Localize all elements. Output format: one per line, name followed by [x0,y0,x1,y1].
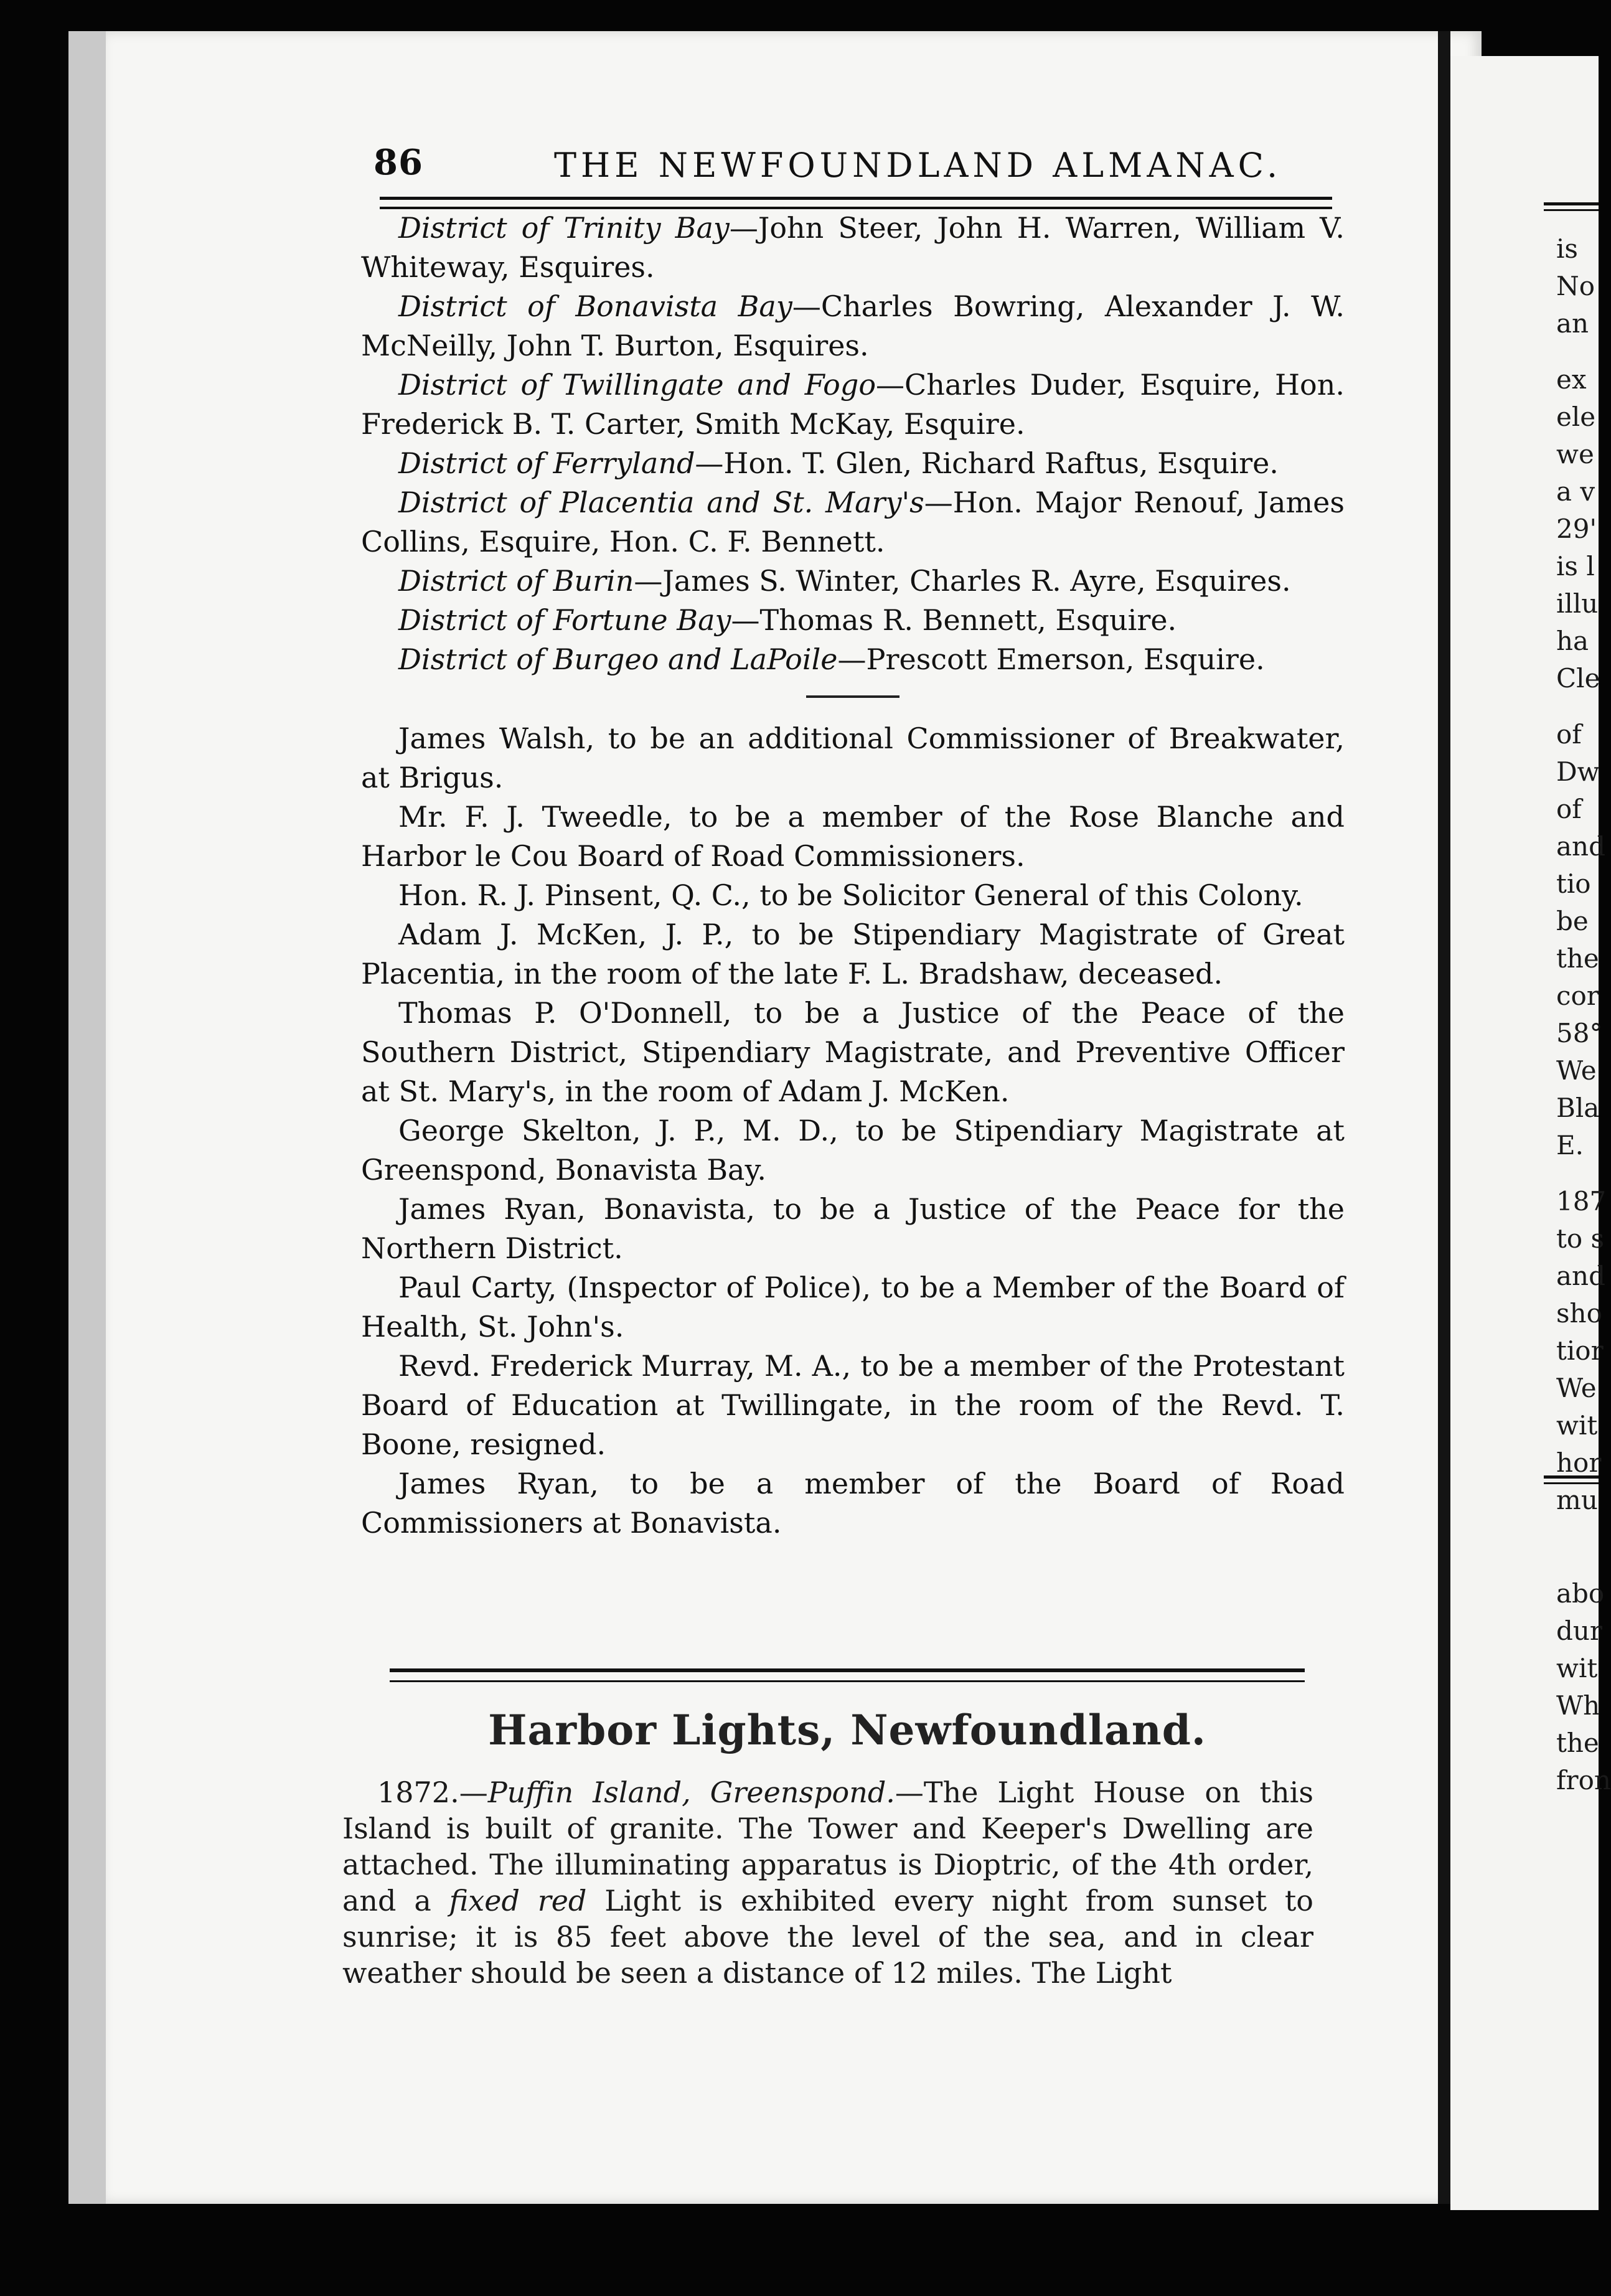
fragment-line: dur [1556,1616,1603,1646]
appointment-paragraph: Mr. F. J. Tweedle, to be a member of the Rose Blanche and Harbor le Cou Board of Road Commissioners. [361,800,1345,873]
fragment-gap [1556,1556,1599,1575]
appointment-paragraph: Hon. R. J. Pinsent, Q. C., to be Solicitor General of this Colony. [398,878,1303,912]
appointment-paragraph: James Walsh, to be an additional Commissioner of Breakwater, at Brigus. [361,722,1345,794]
fragment-line: fron [1556,1765,1611,1795]
fragment-line: is [1556,233,1578,264]
fragment-line: E. [1556,1130,1584,1160]
fragment-gap [1556,697,1599,716]
entry-place: Puffin Island, Greenspond. [487,1776,895,1809]
fragment-line: We [1556,1373,1597,1403]
fragment-line: wit [1556,1653,1598,1683]
fragment-line: of [1556,719,1582,750]
fragment-line: sho [1556,1298,1602,1329]
appointment-paragraph: Paul Carty, (Inspector of Police), to be a Member of the Board of Health, St. John's. [361,1271,1345,1343]
fragment-line: hor [1556,1447,1602,1478]
right-page-header-rule [1544,202,1599,211]
fragment-gap [1556,342,1599,361]
appointment-paragraph: Adam J. McKen, J. P., to be Stipendiary Magistrate of Great Placentia, in the room of the late F. L. Bradshaw, deceased. [361,918,1345,990]
fragment-line: to s [1556,1223,1605,1254]
fragment-line: an [1556,308,1589,339]
fragment-line: 187 [1556,1186,1607,1216]
fragment-line: abo [1556,1578,1605,1609]
appointment-paragraph: James Ryan, to be a member of the Board of Road Commissioners at Bonavista. [361,1467,1345,1540]
fragment-line: and [1556,831,1605,862]
fragment-line: the [1556,1728,1599,1758]
light-entry: 1872.—Puffin Island, Greenspond.—The Light House on this Island is built of granite. The Tower and Keeper's Dwelling are attached. The illuminating apparatus is Dioptric, of the 4th order, and a fixed red Light is exhibited every night from sunset to sunrise; it is 85 feet above the level of the sea, and in clear weather should be seen a distance of 12 miles. The Light [342,1776,1313,1990]
district-name: District of Burgeo and LaPoile [398,642,838,676]
right-page-text-fragments [1556,230,1611,1799]
district-members: Charles Bowring, Alexander J. W. McNeilly, John T. Burton, Esquires. [361,289,1345,362]
district-entry: District of Burin—James S. Winter, Charles R. Ayre, Esquires. [398,564,1291,598]
district-name: District of Fortune Bay [398,603,731,637]
fragment-line: Dw [1556,756,1600,787]
district-entry: District of Burgeo and LaPoile—Prescott Emerson, Esquire. [398,642,1265,676]
district-members: Thomas R. Bennett, Esquire. [759,603,1177,637]
district-name: District of Placentia and St. Mary's [398,486,924,519]
section-rule [390,1668,1305,1682]
district-entry: District of Trinity Bay—John Steer, John H. Warren, William V. Whiteway, Esquires. [361,211,1345,284]
page-header [373,137,1338,193]
short-separator [806,695,899,698]
fragment-line: illu [1556,588,1599,619]
fragment-line: 29' [1556,514,1597,544]
district-members: Charles Duder, Esquire, Hon. Frederick B. T. Carter, Smith McKay, Esquire. [361,368,1345,441]
district-members: Prescott Emerson, Esquire. [866,642,1265,676]
entry-year: 1872. [377,1776,459,1809]
district-name: District of Burin [398,564,634,598]
district-entry: District of Fortune Bay—Thomas R. Bennett, Esquire. [398,603,1177,637]
district-entry: District of Placentia and St. Mary's—Hon. Major Renouf, James Collins, Esquire, Hon. C. F. Bennett. [361,486,1345,558]
running-title: THE NEWFOUNDLAND ALMANAC. [554,146,1282,185]
page-number: 86 [373,142,423,183]
entry-text: The Light House on this Island is built of granite. The Tower and Keeper's Dwelling are attached. The illuminating apparatus is Dioptric, of the 4th order, and a [342,1776,1313,1917]
appointment-paragraph: George Skelton, J. P., M. D., to be Stipendiary Magistrate at Greenspond, Bonavista Bay. [361,1114,1345,1187]
page-gutter [1438,31,1450,2204]
fragment-line: is l [1556,551,1595,581]
district-members: James S. Winter, Charles R. Ayre, Esquires. [662,564,1291,598]
appointment-paragraph: Revd. Frederick Murray, M. A., to be a member of the Protestant Board of Education at Twillingate, in the room of the Revd. T. Boone, resigned. [361,1349,1345,1461]
section-title: Harbor Lights, Newfoundland. [488,1706,1206,1754]
fragment-line: 58° [1556,1018,1603,1048]
fragment-line: We [1556,1055,1597,1086]
district-members: John Steer, John H. Warren, William V. Whiteway, Esquires. [361,211,1345,284]
district-name: District of Ferryland [398,446,695,480]
fragment-line: cor [1556,981,1599,1011]
fragment-line: ex [1556,364,1587,395]
district-name: District of Bonavista Bay [398,289,792,323]
fragment-line: ha [1556,626,1589,656]
harbor-lights-text [342,1774,1313,1991]
fragment-line: tio [1556,868,1591,899]
district-name: District of Trinity Bay [398,211,730,245]
fragment-line: wit [1556,1410,1598,1441]
fragment-line: ele [1556,402,1596,432]
fragment-line: Bla [1556,1093,1600,1123]
district-entry: District of Ferryland—Hon. T. Glen, Richard Raftus, Esquire. [398,446,1279,480]
district-name: District of Twillingate and Fogo [398,368,876,402]
fragment-line: No [1556,271,1595,301]
district-entry: District of Twillingate and Fogo—Charles Duder, Esquire, Hon. Frederick B. T. Carter, Smith McKay, Esquire. [361,368,1345,441]
fragment-gap [1556,1538,1599,1556]
fragment-line: Cle [1556,663,1600,694]
fragment-line: be [1556,906,1589,936]
fragment-line: Wh [1556,1690,1600,1721]
fragment-line: we [1556,439,1594,469]
fragment-gap [1556,1519,1599,1538]
entry-text: Light is exhibited every night from sunset to sunrise; it is 85 feet above the level of the sea, and in clear weather should be seen a distance of 12 miles. The Light [342,1884,1313,1990]
fragment-line: of [1556,794,1582,824]
fragment-line: mu [1556,1485,1598,1515]
district-members: Hon. Major Renouf, James Collins, Esquire, Hon. C. F. Bennett. [361,486,1345,558]
district-entry: District of Bonavista Bay—Charles Bowring, Alexander J. W. McNeilly, John T. Burton, Esquires. [361,289,1345,362]
header-rule [380,197,1332,209]
entry-italic-text: fixed red [449,1884,587,1917]
fragment-line: tior [1556,1335,1604,1366]
body-text [361,209,1345,1543]
fragment-line: and [1556,1261,1605,1291]
fragment-line: the [1556,943,1599,974]
appointment-paragraph: Thomas P. O'Donnell, to be a Justice of the Peace of the Southern District, Stipendiary Magistrate, and Preventive Officer at St. Mary's, in the room of Adam J. McKen. [361,996,1345,1108]
appointment-paragraph: James Ryan, Bonavista, to be a Justice of the Peace for the Northern District. [361,1192,1345,1265]
fragment-gap [1556,1164,1599,1183]
right-page-section-rule [1544,1475,1599,1484]
fragment-line: a v [1556,476,1595,507]
district-members: Hon. T. Glen, Richard Raftus, Esquire. [723,446,1279,480]
